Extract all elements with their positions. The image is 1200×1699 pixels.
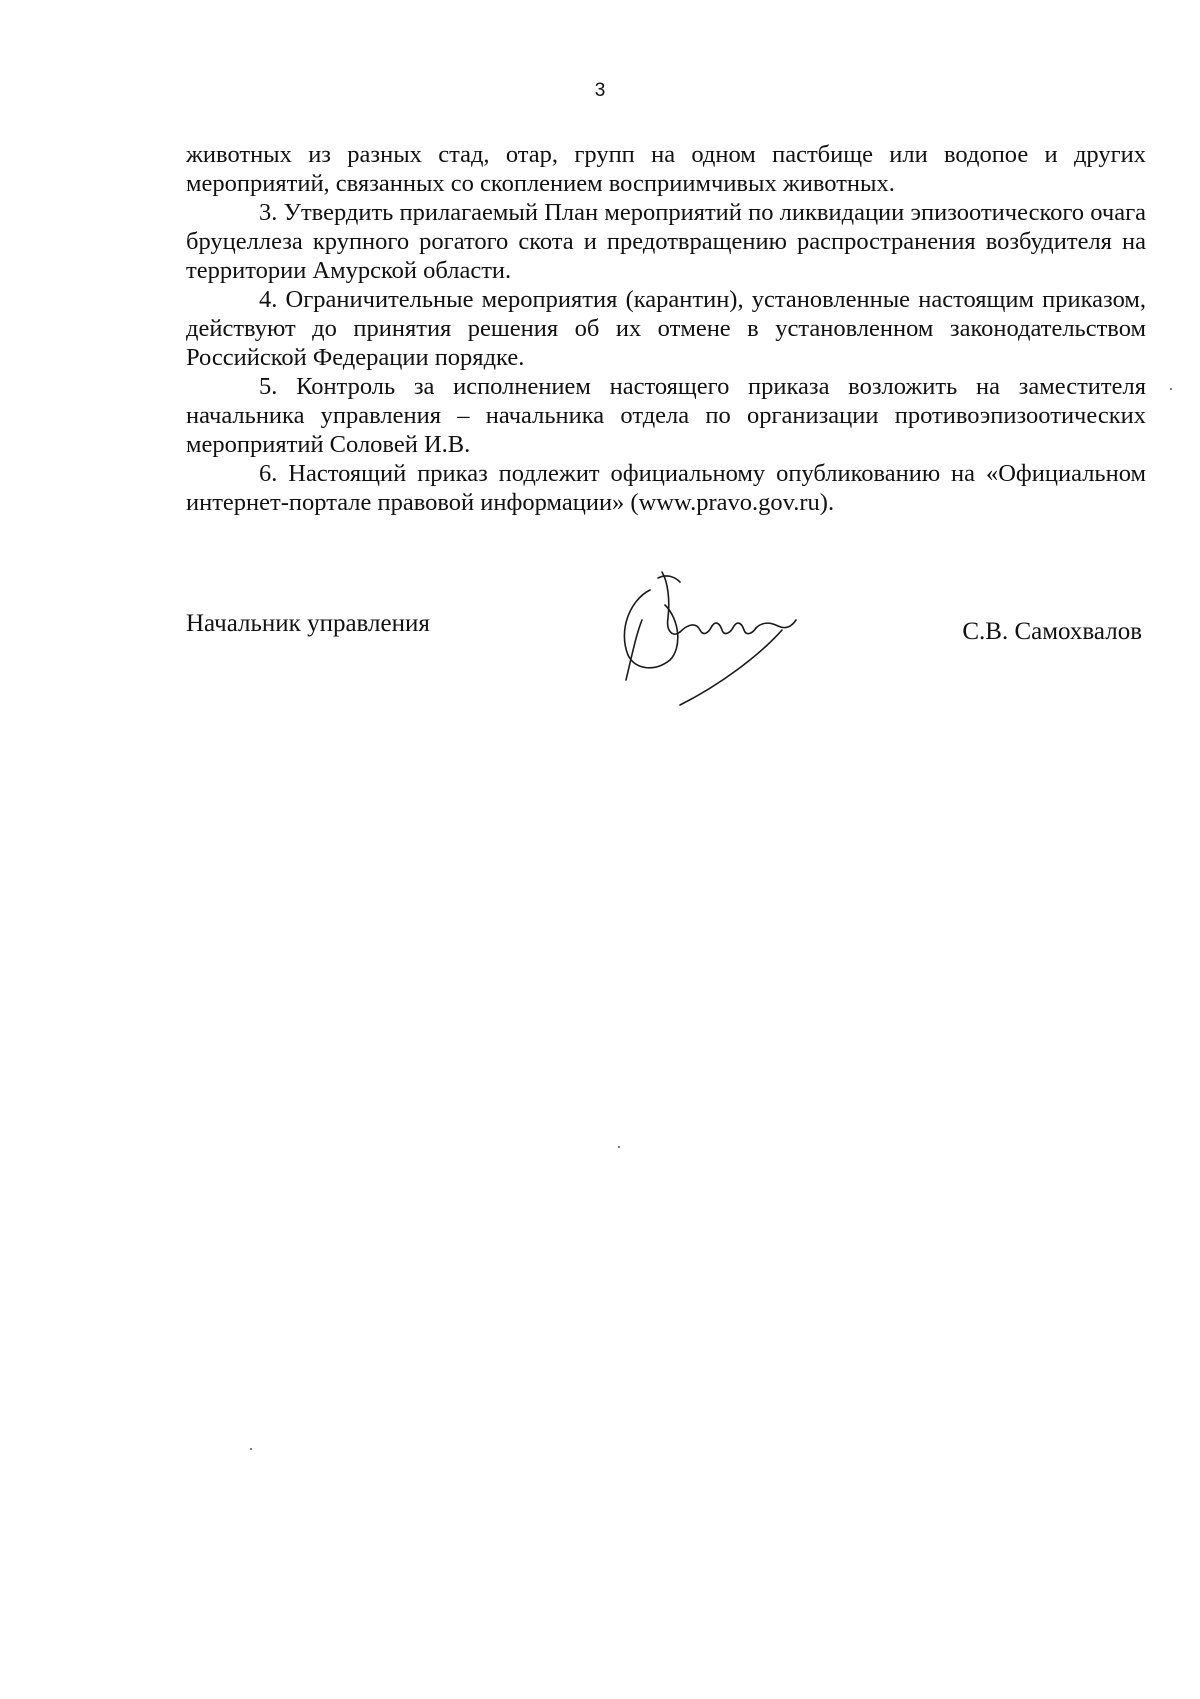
handwritten-signature <box>610 560 830 710</box>
paragraph-continuation: животных из разных стад, отар, групп на одном пастбище или водопое и других мероприятий, связанных со скоплением восприимчивых животных. <box>186 141 1146 197</box>
signer-name: С.В. Самохвалов <box>962 618 1142 645</box>
document-body <box>186 140 1146 517</box>
page-number: 3 <box>594 80 606 101</box>
paragraph-item-6: 6. Настоящий приказ подлежит официальному опубликованию на «Официальном интернет-портале правовой информации» (www.pravo.gov.ru). <box>186 460 1146 516</box>
signatory-position: Начальник управления <box>186 610 430 637</box>
paragraph-item-4: 4. Ограничительные мероприятия (карантин), установленные настоящим приказом, действуют до принятия решения об их отмене в установленном законодательством Российской Федерации порядке. <box>186 286 1146 371</box>
scan-speck <box>1170 388 1172 390</box>
scan-speck <box>250 1448 252 1450</box>
paragraph-item-5: 5. Контроль за исполнением настоящего приказа возложить на заместителя начальника управления – начальника отдела по организации противоэпизоотических мероприятий Соловей И.В. <box>186 373 1146 458</box>
scan-speck <box>618 1146 620 1148</box>
paragraph-item-3: 3. Утвердить прилагаемый План мероприятий по ликвидации эпизоотического очага бруцеллеза крупного рогатого скота и предотвращению распространения возбудителя на территории Амурской области. <box>186 199 1146 284</box>
